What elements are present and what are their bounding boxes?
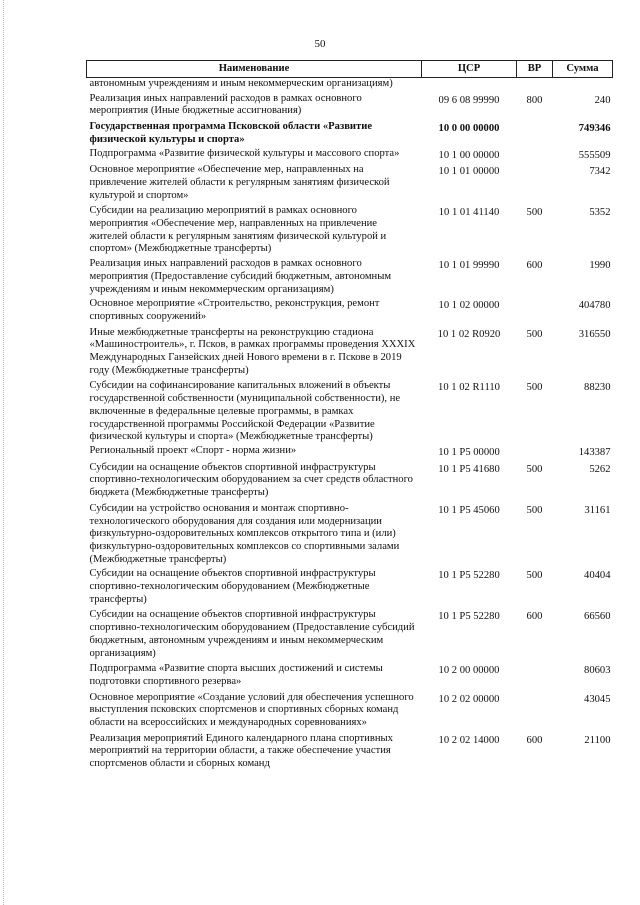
row-vr: 600 [526,734,543,746]
table-row [87,609,613,663]
row-sum: 316550 [578,328,611,340]
row-code: 10 1 01 41140 [438,207,500,219]
row-code: 10 1 P5 41680 [438,463,500,475]
row-vr: 500 [526,207,543,219]
row-code: 10 1 02 R0920 [437,328,501,340]
table-row [87,148,613,165]
row-name: Основное мероприятие «Создание условий для обеспечения успешного выступления псковских спортсменов и спортивных сборных команд области на всероссийских и международных соревнованиях» [89,691,414,729]
row-code: 10 1 01 99990 [438,260,500,272]
row-sum: 555509 [578,149,611,161]
table-row [87,164,613,205]
row-name: Субсидии на оснащение объектов спортивной инфраструктуры спортивно-технологическим оборудованием (Предоставление субсидий бюджетным, автономным учреждениям и иным некоммерческим организациям) [89,609,415,659]
table-row [87,205,613,258]
row-vr: 500 [526,504,543,516]
row-code: 09 6 08 99990 [438,94,500,106]
row-vr: 800 [526,94,543,106]
row-name: Реализация иных направлений расходов в рамках основного мероприятия (Иные бюджетные ассигнования) [89,92,362,117]
table-row [87,733,613,774]
binding-edge [3,0,8,905]
row-vr: 500 [526,463,543,475]
header-vr: ВР [517,61,553,78]
row-code: 10 1 P5 45060 [438,504,500,516]
row-sum: 80603 [584,665,611,677]
row-name: Субсидии на устройство основания и монтаж спортивно-технологического оборудования для создания или модернизации физкультурно-оздоровительных комплексов открытого типа и (или) физкультурно-оздоровительных комплексов со спортивными залами (Межбюджетные трансферты) [89,502,400,565]
table-row [87,298,613,326]
row-name: Субсидии на оснащение объектов спортивной инфраструктуры спортивно-технологическим оборудованием за счет средств областного бюджета (Межбюджетные трансферты) [89,461,413,499]
row-name: автономным учреждениям и иным некоммерческим организациям) [89,78,393,89]
table-row [87,121,613,147]
row-name: Иные межбюджетные трансферты на реконструкцию стадиона «Машиностроитель», г. Псков, в рамках программы проведения XXXIX Международных Ганзейских дней Нового времени в г. Пскове в 2019 году (Межбюджетные трансферты) [89,326,416,376]
row-name: Реализация иных направлений расходов в рамках основного мероприятия (Предоставление субсидий бюджетным, автономным учреждениям и иным некоммерческим организациям) [89,258,392,295]
table-row [87,692,613,733]
row-sum: 5262 [589,463,611,475]
row-name: Подпрограмма «Развитие физической культуры и массового спорта» [89,147,400,159]
row-name: Реализация мероприятий Единого календарного плана спортивных мероприятий на территории области, а также обеспечение участия спортсменов области и сборных команд [89,732,393,770]
row-vr [517,445,553,462]
row-sum: 66560 [584,611,611,623]
row-sum: 5352 [589,207,611,219]
row-sum: 88230 [584,382,611,394]
row-sum: 404780 [578,300,611,312]
table-row [87,327,613,381]
table-row [87,445,613,462]
row-name: Государственная программа Псковской области «Развитие физической культуры и спорта» [89,121,373,145]
row-vr [517,78,553,93]
row-code: 10 2 02 00000 [438,693,500,705]
row-name: Основное мероприятие «Строительство, реконструкция, ремонт спортивных сооружений» [89,298,380,322]
row-name: Субсидии на оснащение объектов спортивной инфраструктуры спортивно-технологическим оборудованием (Межбюджетные трансферты) [89,568,376,605]
row-vr [517,164,553,205]
table-row [87,462,613,503]
row-vr: 500 [526,570,543,582]
table-row [87,503,613,569]
row-sum: 240 [594,94,611,106]
row-code: 10 1 02 00000 [438,300,500,312]
header-sum: Сумма [553,61,613,78]
row-vr [517,121,553,147]
row-code: 10 1 P5 52280 [438,611,500,623]
row-sum: 43045 [584,693,611,705]
row-name: Региональный проект «Спорт - норма жизни» [89,444,297,456]
table-row [87,78,613,93]
row-sum: 40404 [584,570,611,582]
table-row [87,380,613,445]
row-code: 10 1 02 R1110 [438,382,500,394]
row-sum: 31161 [584,504,611,516]
row-vr [517,298,553,326]
row-vr: 600 [526,260,543,272]
row-code: 10 1 P5 52280 [438,570,500,582]
row-name: Субсидии на софинансирование капитальных вложений в объекты государственной собственности (муниципальной собственности), не включенные в федеральные целевые программы, в рамках государственной программы Российской Федерации «Развитие физической культуры и спорта» (Межбюджетные трансферты) [89,380,401,443]
row-code: 10 2 00 00000 [438,665,500,677]
row-sum: 143387 [578,446,611,458]
row-code: 10 1 01 00000 [438,166,500,178]
table-row [87,258,613,298]
row-name: Основное мероприятие «Обеспечение мер, направленных на привлечение жителей области к регулярным занятиям физической культурой и спортом» [89,164,390,201]
row-vr: 500 [526,382,543,394]
row-code: 10 1 P5 00000 [438,446,500,458]
row-vr [517,663,553,691]
row-code: 10 1 00 00000 [438,149,500,161]
row-sum: 749346 [578,123,611,135]
budget-table [86,60,613,774]
header-name: Наименование [87,61,422,78]
table-row [87,93,613,121]
header-code: ЦСР [422,61,517,78]
row-sum: 7342 [589,166,611,178]
row-code: 10 2 02 14000 [438,734,500,746]
table-row [87,663,613,691]
row-code: 10 0 00 00000 [438,123,500,135]
row-vr [517,692,553,733]
row-name: Субсидии на реализацию мероприятий в рамках основного мероприятия «Обеспечение мер, направленных на привлечение жителей области к регулярным занятиям физической культурой и спортом» (Межбюджетные трансферты) [89,205,387,255]
row-name: Подпрограмма «Развитие спорта высших достижений и системы подготовки спортивного резерва» [89,663,383,687]
row-sum: 1990 [589,260,611,272]
table-header-row [87,61,613,78]
row-sum [553,78,613,93]
page-number: 50 [314,38,326,50]
row-vr [517,148,553,165]
table-row [87,568,613,609]
row-vr: 500 [526,328,543,340]
row-vr: 600 [526,611,543,623]
row-sum: 21100 [584,734,611,746]
row-code [422,78,517,93]
table-body [87,78,613,774]
